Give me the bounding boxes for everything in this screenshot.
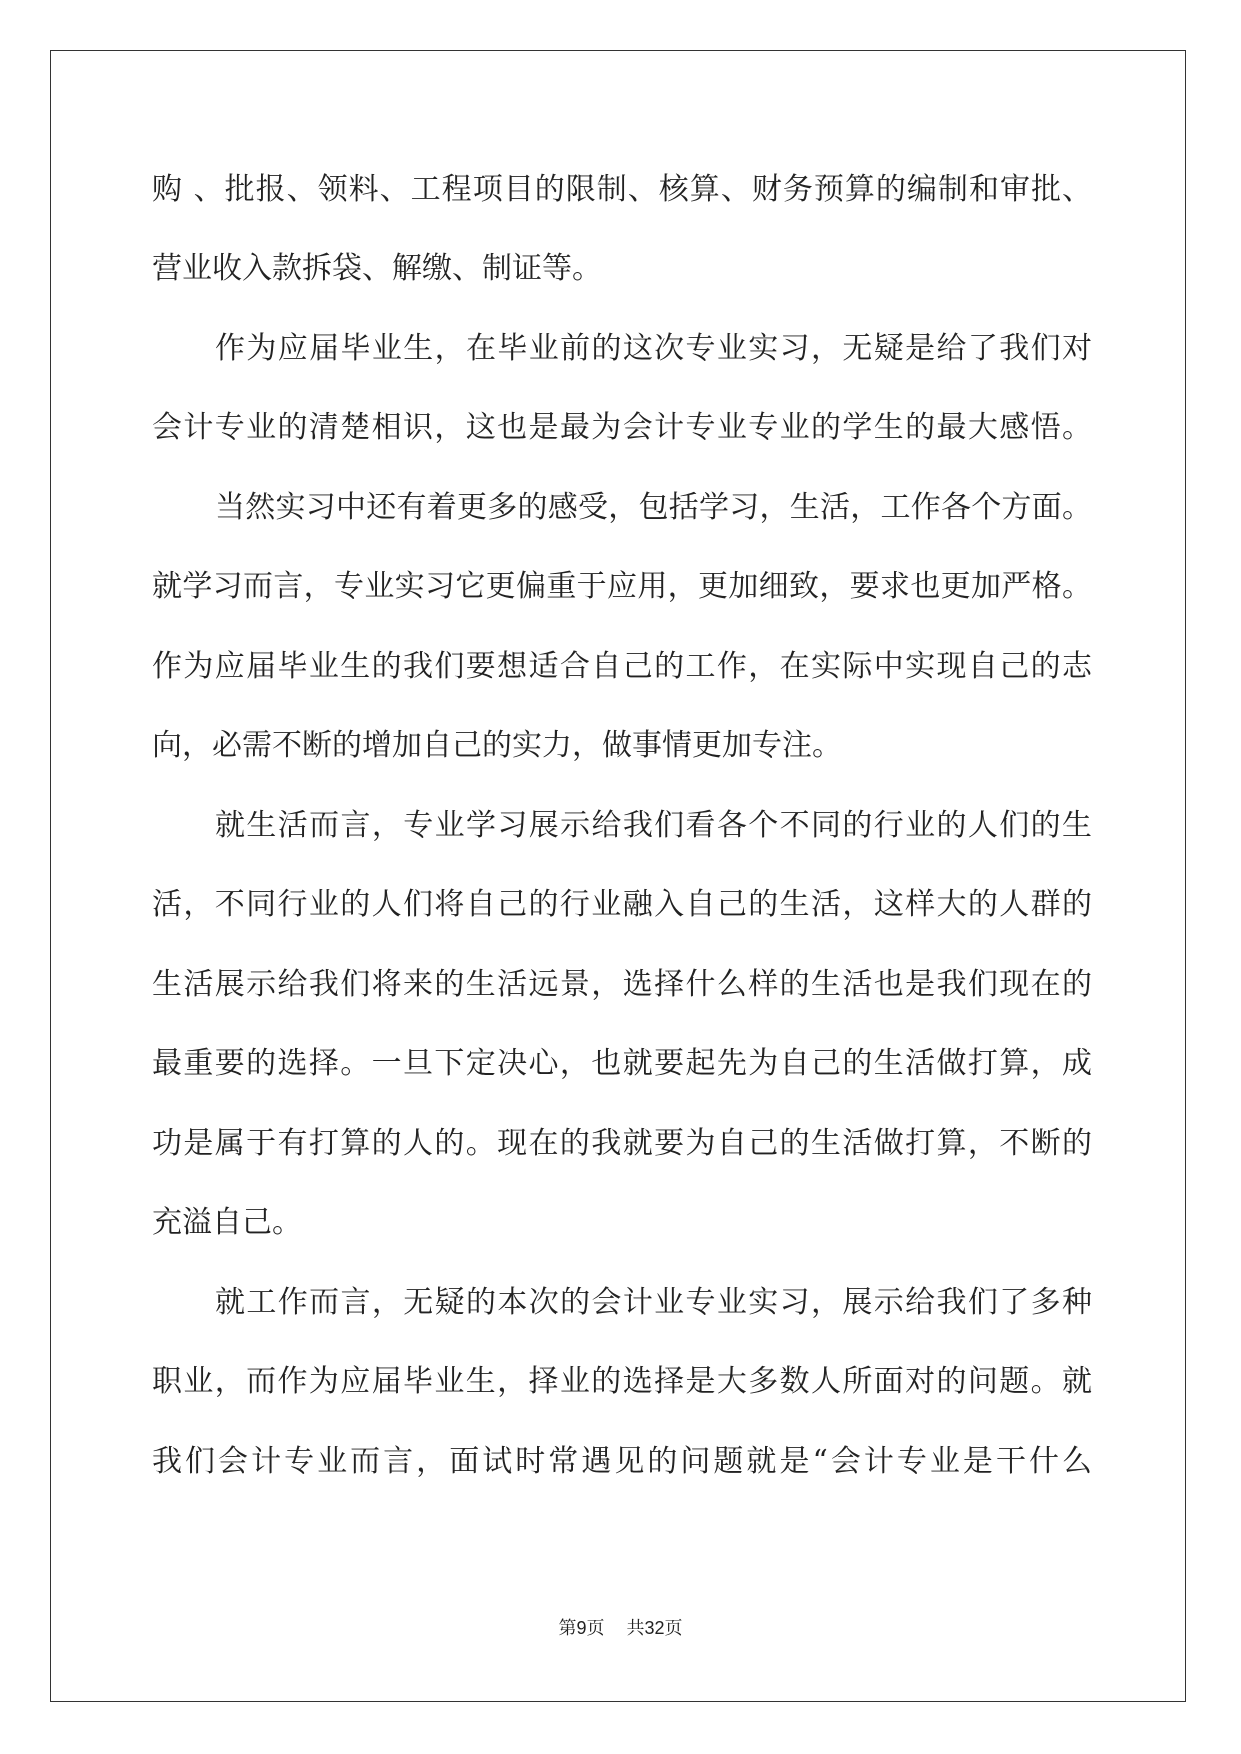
- paragraph-3-line-5: 功是属于有打算的人的。现在的我就要为自己的生活做打算，不断的: [152, 1126, 1092, 1161]
- paragraph-2-line-1: 当然实习中还有着更多的感受，包括学习，生活，工作各个方面。: [215, 490, 1092, 525]
- paragraph-4-line-3: 我们会计专业而言，面试时常遇见的问题就是“会计专业是干什么: [152, 1444, 1092, 1479]
- paragraph-2-line-4: 向，必需不断的增加自己的实力，做事情更加专注。: [152, 728, 842, 763]
- page-number: 9: [576, 1618, 587, 1638]
- text-line-2: 营业收入款拆袋、解缴、制证等。: [152, 251, 602, 286]
- total-label-prefix: 共: [626, 1618, 645, 1639]
- page-label-suffix: 页: [586, 1618, 605, 1639]
- total-pages: 32: [644, 1618, 665, 1638]
- paragraph-1-line-2: 会计专业的清楚相识，这也是最为会计专业专业的学生的最大感悟。: [152, 410, 1092, 445]
- paragraph-3-line-2: 活，不同行业的人们将自己的行业融入自己的生活，这样大的人群的: [152, 887, 1092, 922]
- paragraph-2-line-2: 就学习而言，专业实习它更偏重于应用，更加细致，要求也更加严格。: [152, 569, 1092, 604]
- paragraph-4-line-2: 职业，而作为应届毕业生，择业的选择是大多数人所面对的问题。就: [152, 1364, 1092, 1399]
- text-line-1: 购 、批报、领料、工程项目的限制、核算、财务预算的编制和审批、: [152, 172, 1092, 207]
- paragraph-3-line-1: 就生活而言，专业学习展示给我们看各个不同的行业的人们的生: [215, 808, 1092, 843]
- total-label-suffix: 页: [664, 1618, 683, 1639]
- paragraph-2-line-3: 作为应届毕业生的我们要想适合自己的工作，在实际中实现自己的志: [152, 649, 1092, 684]
- paragraph-1-line-1: 作为应届毕业生，在毕业前的这次专业实习，无疑是给了我们对: [215, 331, 1092, 366]
- paragraph-3-line-4: 最重要的选择。一旦下定决心，也就要起先为自己的生活做打算，成: [152, 1046, 1092, 1081]
- paragraph-3-line-3: 生活展示给我们将来的生活远景，选择什么样的生活也是我们现在的: [152, 967, 1092, 1002]
- paragraph-4-line-1: 就工作而言，无疑的本次的会计业专业实习，展示给我们了多种: [215, 1285, 1092, 1320]
- page-footer: [0, 1614, 1241, 1640]
- paragraph-3-line-6: 充溢自己。: [152, 1205, 302, 1240]
- page-label-prefix: 第: [558, 1618, 577, 1639]
